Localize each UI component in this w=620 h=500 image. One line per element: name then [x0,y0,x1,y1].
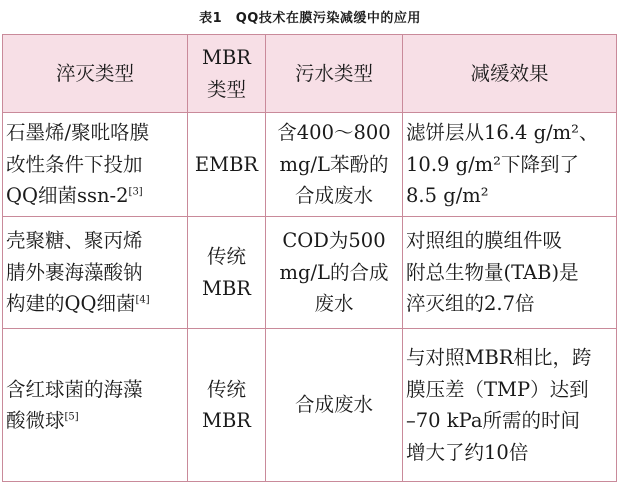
table-row [3,217,617,329]
cell-wastewater-type: 合成废水 [266,329,403,482]
table-row [3,329,617,482]
cell-mitigation-effect: 与对照MBR相比，跨 膜压差（TMP）达到 –70 kPa所需的时间 增大了约10倍 [403,329,617,482]
header-mitigation-effect: 减缓效果 [403,35,617,113]
cell-wastewater-type: 含400～800 mg/L苯酚的 合成废水 [266,113,403,217]
cell-mbr-type: EMBR [188,113,266,217]
citation-ref: [3] [128,186,143,198]
cell-mitigation-effect: 对照组的膜组件吸 附总生物量(TAB)是 淬灭组的2.7倍 [403,217,617,329]
cell-mitigation-effect: 滤饼层从16.4 g/m²、 10.9 g/m²下降到了 8.5 g/m² [403,113,617,217]
cell-quench-type: 壳聚糖、聚丙烯 腈外裹海藻酸钠 构建的QQ细菌[4] [3,217,188,329]
table-caption: 表1 QQ技术在膜污染减缓中的应用 [199,11,421,26]
table-row [3,113,617,217]
cell-mbr-type: 传统 MBR [188,329,266,482]
header-mbr-type: MBR 类型 [188,35,266,113]
header-quench-type: 淬灭类型 [3,35,188,113]
citation-ref: [4] [135,294,150,306]
header-wastewater-type: 污水类型 [266,35,403,113]
table-header-row [3,35,617,113]
cell-mbr-type: 传统 MBR [188,217,266,329]
citation-ref: [5] [64,411,79,423]
cell-quench-type: 石墨烯/聚吡咯膜 改性条件下投加 QQ细菌ssn-2[3] [3,113,188,217]
qq-application-table [2,34,617,482]
cell-wastewater-type: COD为500 mg/L的合成 废水 [266,217,403,329]
cell-quench-type: 含红球菌的海藻 酸微球[5] [3,329,188,482]
